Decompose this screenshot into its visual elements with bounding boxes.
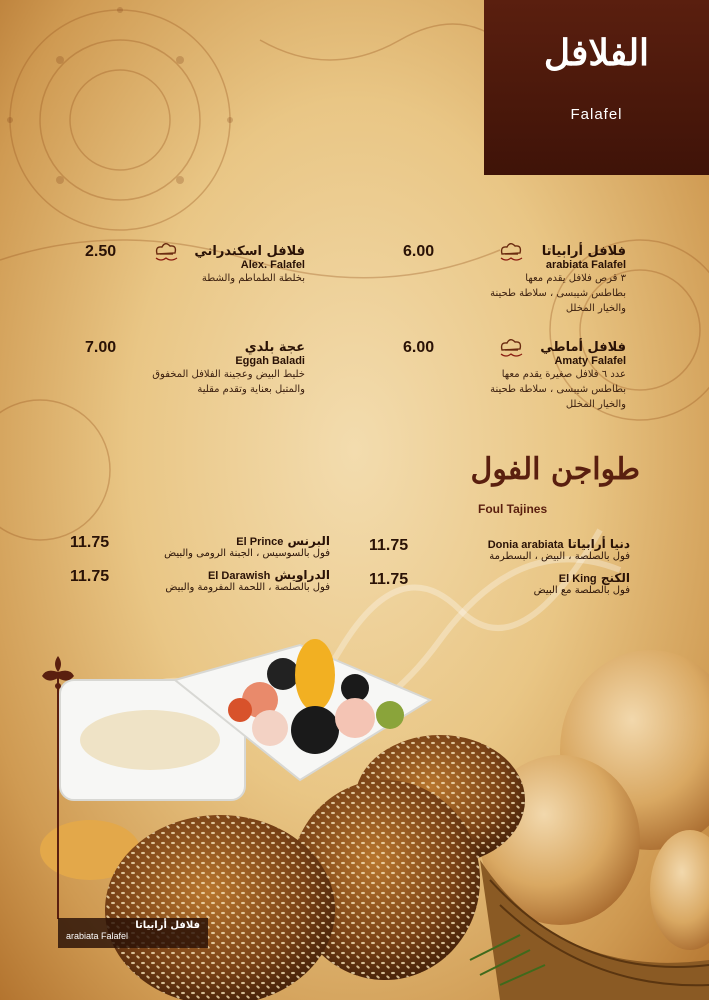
caption-ar: فلافل أرابياتا [135, 920, 200, 931]
section-title-en: Foul Tajines [478, 502, 548, 516]
item-description: بخلطة الطماطم والشطة [201, 273, 305, 284]
item-description: والمتبل بعناية وتقدم مقلية [197, 384, 305, 395]
header-title-en: Falafel [570, 106, 623, 123]
item-name-en: arabiata Falafel [545, 259, 626, 271]
item-description: والخيار المخلل [565, 399, 626, 410]
item-description: فول بالسوسيس ، الجبنة الرومى والبيض [164, 548, 330, 559]
item-name-en: Amaty Falafel [554, 355, 626, 367]
item-price: 2.50 [85, 243, 117, 260]
item-name-en: El King [558, 573, 597, 585]
item-name-ar: فلافل أرابياتا [541, 244, 626, 259]
item-price: 11.75 [70, 534, 110, 551]
menu-item-eggah-baladi [115, 340, 305, 397]
item-price: 11.75 [369, 537, 409, 554]
item-price: 6.00 [403, 243, 435, 260]
item-name-ar: عجة بلدي [244, 340, 305, 355]
item-price: 11.75 [70, 568, 110, 585]
fleur-ornament-icon [38, 654, 78, 698]
menu-item-alex-falafel [140, 244, 305, 286]
menu-item-amaty-falafel [440, 340, 626, 412]
photo-caption [58, 918, 208, 948]
item-description: فول بالصلصة ، البيض ، البسطرمة [489, 551, 630, 562]
item-price: 6.00 [403, 339, 435, 356]
menu-item-el-prince [115, 534, 330, 559]
section-title-ar: طواجن الفول [470, 452, 640, 487]
item-name-en: El Prince [236, 536, 284, 548]
section-header [484, 0, 709, 175]
item-name-ar: فلافل أماطي [540, 340, 626, 355]
item-name-ar: دنيا أرابياتا [567, 537, 630, 551]
item-name-ar: الدراويش [274, 568, 330, 582]
item-name-ar: الكنج [600, 571, 630, 585]
decorative-line [57, 694, 59, 919]
item-description: عدد ٦ فلافل صغيرة يقدم معها [501, 369, 626, 380]
item-description: فول بالصلصة مع البيض [533, 585, 630, 596]
item-description: فول بالصلصة ، اللحمة المفرومة والبيض [165, 582, 330, 593]
menu-item-el-darawish [115, 568, 330, 593]
item-description: بطاطس شيبسى ، سلاطة طحينة [490, 384, 626, 395]
header-title-ar: الفلافل [543, 32, 650, 74]
item-name-ar: فلافل اسكندراني [194, 244, 305, 259]
item-name-en: Alex. Falafel [240, 259, 305, 271]
menu-item-el-king [415, 571, 630, 596]
menu-item-donia-arabiata [415, 537, 630, 562]
item-description: بطاطس شيبسى ، سلاطة طحينة [490, 288, 626, 299]
item-name-en: Donia arabiata [487, 539, 564, 551]
item-name-en: El Darawish [207, 570, 271, 582]
caption-en: arabiata Falafel [66, 931, 129, 941]
menu-item-arabiata-falafel [440, 244, 626, 316]
item-price: 7.00 [85, 339, 117, 356]
item-description: خليط البيض وعجينة الفلافل المخفوق [152, 369, 305, 380]
item-description: ٣ قرص فلافل يقدم معها [525, 273, 626, 284]
item-price: 11.75 [369, 571, 409, 588]
item-name-en: Eggah Baladi [235, 355, 305, 367]
item-name-ar: البرنس [287, 534, 330, 548]
item-description: والخيار المخلل [565, 303, 626, 314]
